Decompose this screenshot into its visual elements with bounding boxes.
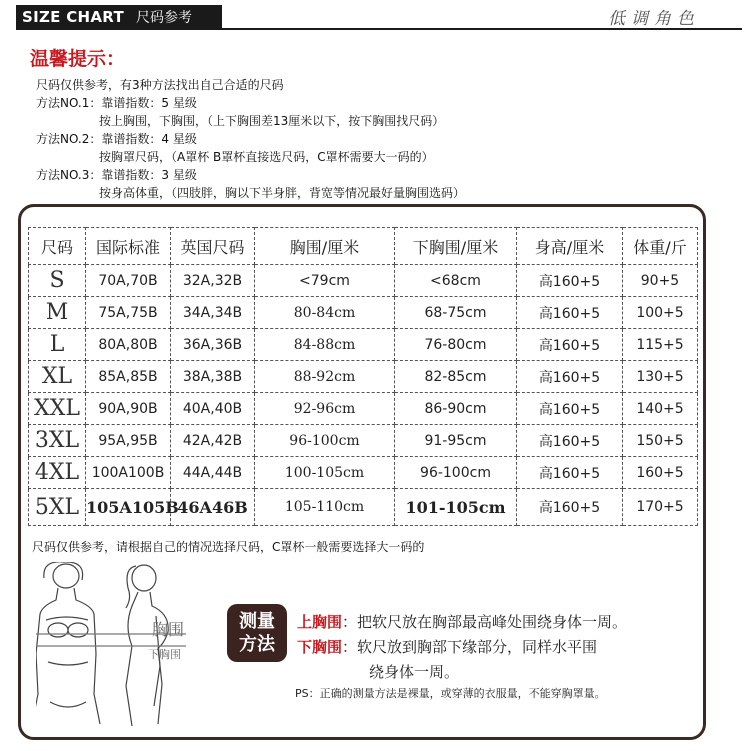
intl-size: 75A,75B (86, 297, 171, 329)
weight-value: 170+5 (623, 489, 698, 526)
underbust-range: 91-95cm (395, 425, 517, 457)
uk-size: 34A,34B (171, 297, 255, 329)
uk-size: 38A,38B (171, 361, 255, 393)
figure-label-underbust: 下胸围 (148, 648, 181, 661)
underbust-text: ：软尺放到胸部下缘部分，同样水平围 (342, 638, 598, 656)
uk-size: 32A,32B (171, 265, 255, 297)
intl-size: 80A,80B (86, 329, 171, 361)
bust-instruction (297, 610, 627, 635)
bust-range: <79cm (255, 265, 395, 297)
underbust-range: 96-100cm (395, 457, 517, 489)
bust-range: 100-105cm (255, 457, 395, 489)
intl-size: 70A,70B (86, 265, 171, 297)
table-row (29, 265, 698, 297)
badge-line-1: 测量 (239, 611, 275, 632)
header-weight: 体重/斤 (623, 228, 698, 265)
bust-text: ：把软尺放在胸部最高峰处围绕身体一周。 (342, 613, 628, 631)
underbust-instruction (297, 635, 627, 660)
header-height: 身高/厘米 (517, 228, 623, 265)
body-measure-illustration (36, 562, 216, 732)
underbust-range: 68-75cm (395, 297, 517, 329)
figure-label-bust: 胸围 (152, 620, 185, 639)
height-value: 高160+5 (517, 425, 623, 457)
underbust-instruction-cont: 绕身体一周。 (369, 663, 460, 681)
height-value: 高160+5 (517, 393, 623, 425)
bust-key: 上胸围 (297, 613, 343, 631)
bust-range: 96-100cm (255, 425, 395, 457)
tips-method-1: 方法NO.1：靠谱指数：5 星级 (36, 96, 197, 110)
intl-size: 85A,85B (86, 361, 171, 393)
header-bust: 胸围/厘米 (255, 228, 395, 265)
uk-size: 42A,42B (171, 425, 255, 457)
table-row (29, 329, 698, 361)
size-label: 3XL (29, 425, 86, 457)
bust-range: 80-84cm (255, 297, 395, 329)
table-row (29, 393, 698, 425)
intl-size: 100A100B (86, 457, 171, 489)
size-label: S (29, 265, 86, 297)
bust-range: 92-96cm (255, 393, 395, 425)
size-note: 尺码仅供参考，请根据自己的情况选择尺码，C罩杯一般需要选择大一码的 (32, 540, 425, 554)
size-label: 5XL (29, 489, 86, 526)
tips-method-1-detail: 按上胸围，下胸围，（上下胸围差13厘米以下，按下胸围找尺码） (99, 114, 445, 128)
measure-instructions (297, 610, 627, 685)
tips-title: 温馨提示： (30, 48, 126, 70)
height-value: 高160+5 (517, 489, 623, 526)
tips-method-2-detail: 按胸罩尺码，（A罩杯 B罩杯直接选尺码，C罩杯需要大一码的） (99, 150, 434, 164)
bust-range: 105-110cm (255, 489, 395, 526)
weight-value: 100+5 (623, 297, 698, 329)
underbust-key: 下胸围 (297, 638, 343, 656)
size-label: M (29, 297, 86, 329)
underbust-range: 86-90cm (395, 393, 517, 425)
tips-intro: 尺码仅供参考，有3种方法找出自己合适的尺码 (36, 78, 284, 92)
tips-method-3: 方法NO.3：靠谱指数：3 星级 (36, 168, 197, 182)
intl-size: 95A,95B (86, 425, 171, 457)
height-value: 高160+5 (517, 457, 623, 489)
weight-value: 150+5 (623, 425, 698, 457)
weight-value: 115+5 (623, 329, 698, 361)
table-header-row (29, 228, 698, 265)
badge-line-2: 方法 (239, 634, 275, 655)
header-size: 尺码 (29, 228, 86, 265)
weight-value: 90+5 (623, 265, 698, 297)
uk-size: 46A46B (171, 489, 255, 526)
height-value: 高160+5 (517, 297, 623, 329)
size-label: 4XL (29, 457, 86, 489)
size-label: XXL (29, 393, 86, 425)
header-uk: 英国尺码 (171, 228, 255, 265)
header-title-en: SIZE CHART (22, 8, 125, 26)
tips-method-2: 方法NO.2：靠谱指数：4 星级 (36, 132, 197, 146)
intl-size: 105A105B (86, 489, 171, 526)
measure-ps-note: PS：正确的测量方法是裸量，或穿薄的衣服量，不能穿胸罩量。 (295, 687, 606, 700)
uk-size: 36A,36B (171, 329, 255, 361)
height-value: 高160+5 (517, 329, 623, 361)
tips-method-3-detail: 按身高体重，（四肢胖，胸以下半身胖，背宽等情况最好量胸围选码） (99, 186, 466, 200)
table-row (29, 425, 698, 457)
table-row (29, 457, 698, 489)
height-value: 高160+5 (517, 361, 623, 393)
height-value: 高160+5 (517, 265, 623, 297)
bust-range: 84-88cm (255, 329, 395, 361)
tips-block (36, 76, 465, 202)
size-table (28, 227, 698, 526)
brand-logo: 低调角色 (608, 9, 700, 29)
table-row (29, 297, 698, 329)
bust-range: 88-92cm (255, 361, 395, 393)
underbust-range: 101-105cm (395, 489, 517, 526)
weight-value: 140+5 (623, 393, 698, 425)
underbust-range: 76-80cm (395, 329, 517, 361)
underbust-range: <68cm (395, 265, 517, 297)
measure-method-badge (227, 604, 287, 662)
weight-value: 130+5 (623, 361, 698, 393)
header-intl: 国际标准 (86, 228, 171, 265)
header-underbust: 下胸围/厘米 (395, 228, 517, 265)
size-label: L (29, 329, 86, 361)
header-title-cn: 尺码参考 (136, 10, 193, 26)
intl-size: 90A,90B (86, 393, 171, 425)
uk-size: 40A,40B (171, 393, 255, 425)
size-chart-header (16, 5, 222, 29)
underbust-range: 82-85cm (395, 361, 517, 393)
table-row (29, 489, 698, 526)
uk-size: 44A,44B (171, 457, 255, 489)
weight-value: 160+5 (623, 457, 698, 489)
size-label: XL (29, 361, 86, 393)
table-row (29, 361, 698, 393)
